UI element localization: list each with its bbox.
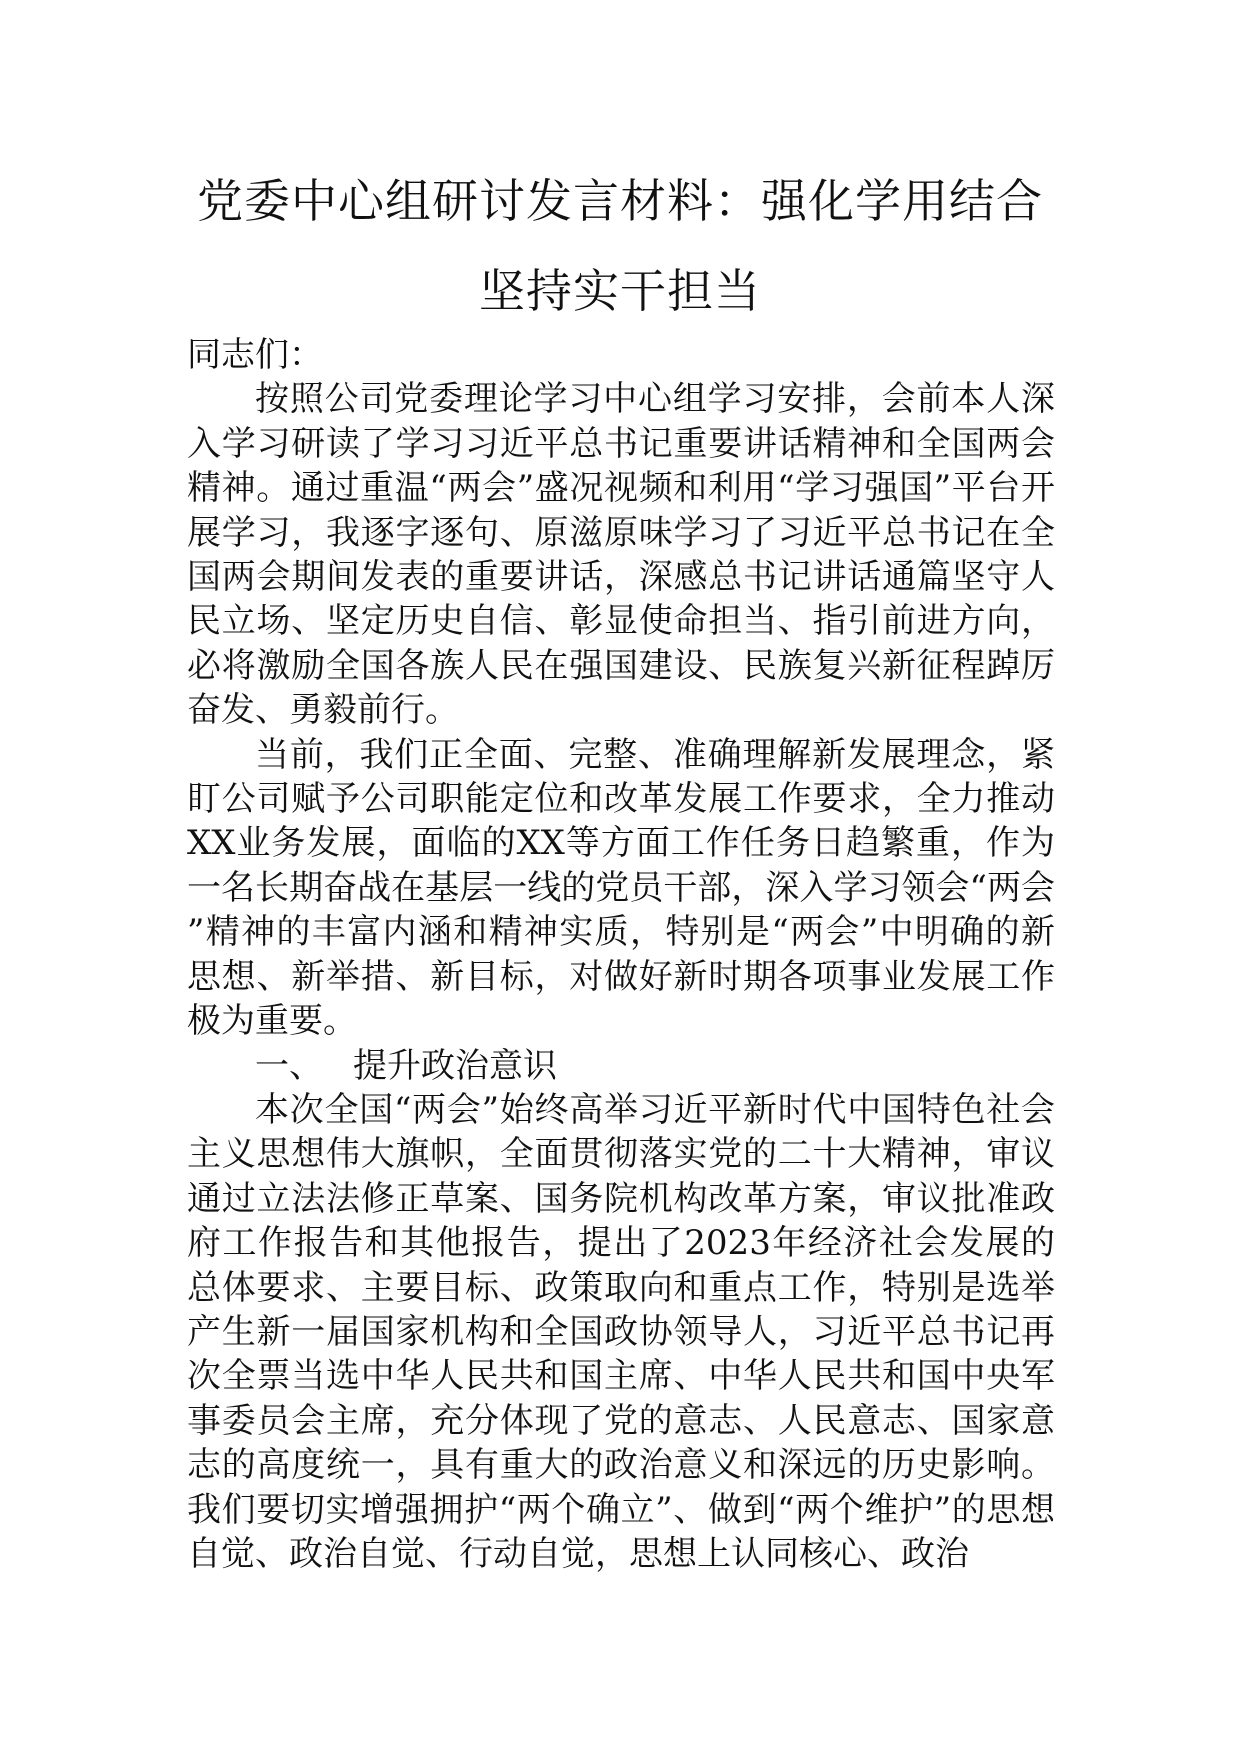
section-title: 提升政治意识 — [353, 1045, 557, 1086]
document-body — [187, 333, 1055, 1576]
document-title-line-1: 党委中心组研讨发言材料：强化学用结合 — [197, 174, 1043, 228]
body-paragraph: 本次全国“两会”始终高举习近平新时代中国特色社会主义思想伟大旗帜，全面贯彻落实党的二十大精神，审议通过立法法修正草案、国务院机构改革方案，审议批准政府工作报告和其他报告，提出了2023年经济社会发展的总体要求、主要目标、政策取向和重点工作，特别是选举产生新一届国家机构和全国政协领导人，习近平总书记再次全票当选中华人民共和国主席、中华人民共和国中央军事委员会主席，充分体现了党的意志、人民意志、国家意志的高度统一，具有重大的政治意义和深远的历史影响。我们要切实增强拥护“两个确立”、做到“两个维护”的思想自觉、政治自觉、行动自觉，思想上认同核心、政治 — [187, 1089, 1055, 1574]
section-heading — [187, 1044, 1055, 1088]
document-title-line-2: 坚持实干担当 — [479, 264, 761, 318]
body-paragraph: 当前，我们正全面、完整、准确理解新发展理念，紧盯公司赋予公司职能定位和改革发展工作要求，全力推动XX业务发展，面临的XX等方面工作任务日趋繁重，作为一名长期奋战在基层一线的党员干部，深入学习领会“两会”精神的丰富内涵和精神实质，特别是“两会”中明确的新思想、新举措、新目标，对做好新时期各项事业发展工作极为重要。 — [187, 734, 1055, 1042]
greeting: 同志们： — [187, 335, 323, 375]
section-number: 一、 — [255, 1045, 323, 1086]
body-paragraph: 按照公司党委理论学习中心组学习安排，会前本人深入学习研读了学习习近平总书记重要讲话精神和全国两会精神。通过重温“两会”盛况视频和利用“学习强国”平台开展学习，我逐字逐句、原滋原味学习了习近平总书记在全国两会期间发表的重要讲话，深感总书记讲话通篇坚守人民立场、坚定历史自信、彰显使命担当、指引前进方向，必将激励全国各族人民在强国建设、民族复兴新征程踔厉奋发、勇毅前行。 — [187, 379, 1055, 731]
